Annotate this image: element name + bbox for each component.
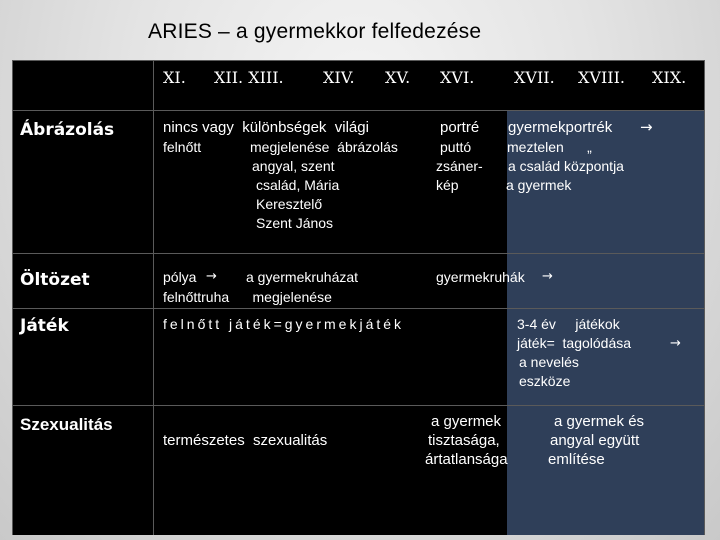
arrow-right-icon: → xyxy=(206,269,217,284)
century-header: XVII. xyxy=(514,68,555,87)
cell-text: megjelenése ábrázolás xyxy=(250,139,398,155)
century-header: XI. xyxy=(163,68,186,87)
cell-text: kép xyxy=(436,177,459,193)
row-label-oltozet: Öltözet xyxy=(20,270,90,290)
cell-text: a gyermek és xyxy=(554,413,645,430)
row-divider xyxy=(12,110,705,111)
row-divider xyxy=(12,253,705,254)
cell-text: pólya xyxy=(163,269,197,285)
century-header: XIX. xyxy=(652,68,687,87)
row-label-szexualitas: Szexualitás xyxy=(20,415,113,434)
century-header: XII. XIII. xyxy=(214,68,284,87)
page-title: ARIES – a gyermekkor felfedezése xyxy=(148,20,482,43)
cell-text: portré xyxy=(440,119,480,136)
cell-text: említése xyxy=(548,451,605,468)
cell-text: angyal, szent xyxy=(252,158,335,174)
row-divider xyxy=(12,405,705,406)
table-border-top xyxy=(12,60,705,61)
table-border-right xyxy=(704,60,705,535)
cell-text: tisztasága, xyxy=(428,432,500,449)
cell-text: zsáner- xyxy=(436,158,483,174)
cell-text: a nevelés xyxy=(519,354,579,370)
cell-text: meztelen „ xyxy=(507,139,592,155)
cell-text: felnőttruha megjelenése xyxy=(163,289,332,305)
row-divider xyxy=(12,308,705,309)
cell-text: a gyermekruházat xyxy=(246,269,359,285)
cell-text: nincs vagy különbségek világi xyxy=(163,119,369,136)
cell-text: család, Mária xyxy=(256,177,340,193)
cell-text: játék= tagolódása xyxy=(517,335,632,351)
table-border-left xyxy=(12,60,13,535)
cell-text: Szent János xyxy=(256,215,334,231)
cell-text: felnőtt xyxy=(163,139,202,155)
cell-text: Keresztelő xyxy=(256,196,323,212)
cell-text: puttó xyxy=(440,139,472,155)
century-header: XV. xyxy=(385,68,411,87)
row-label-abrazolas: Ábrázolás xyxy=(20,120,115,140)
cell-text: természetes szexualitás xyxy=(163,432,328,449)
century-header: XVI. xyxy=(440,68,475,87)
arrow-right-icon: → xyxy=(670,336,681,351)
cell-text: gyermekportrék xyxy=(508,119,613,136)
cell-text: a család központja xyxy=(508,158,624,174)
cell-text: gyermekruhák xyxy=(436,269,525,285)
cell-text: ártatlansága xyxy=(425,451,508,468)
century-header: XIV. xyxy=(323,68,355,87)
cell-text: eszköze xyxy=(519,373,571,389)
column-divider xyxy=(153,60,154,535)
arrow-right-icon: → xyxy=(542,269,553,284)
cell-text: felnőtt játék=gyermekjáték xyxy=(163,316,405,332)
arrow-right-icon: → xyxy=(640,118,653,136)
cell-text: angyal együtt xyxy=(550,432,640,449)
cell-text: a gyermek xyxy=(431,413,502,430)
cell-text: a gyermek xyxy=(506,177,572,193)
cell-text: 3-4 év játékok xyxy=(517,316,620,332)
century-header: XVIII. xyxy=(578,68,625,87)
row-label-jatek: Játék xyxy=(20,316,69,336)
